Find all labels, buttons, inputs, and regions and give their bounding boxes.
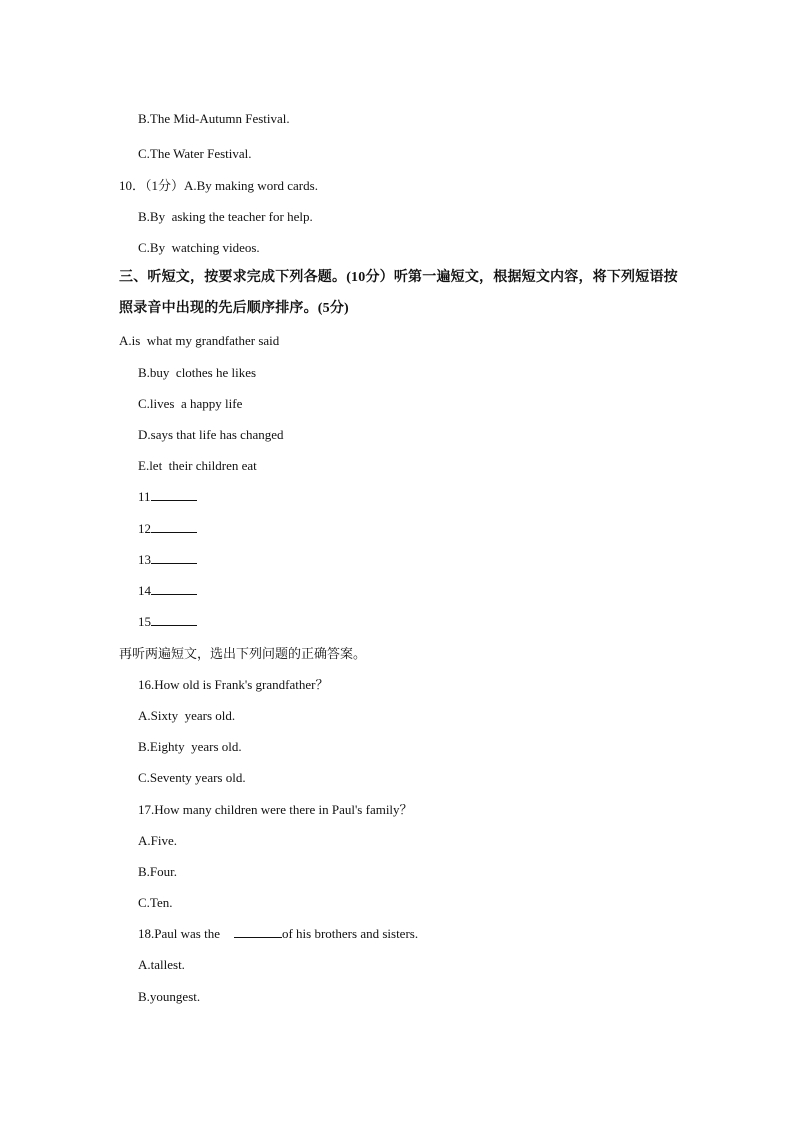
answer-blank[interactable]	[151, 489, 197, 501]
section-instruction: 再听两遍短文，选出下列问题的正确答案。	[119, 646, 367, 661]
option-17b: B.Four.	[138, 864, 178, 879]
answer-blank[interactable]	[151, 614, 197, 626]
answer-line-14	[138, 583, 197, 599]
answer-blank[interactable]	[234, 926, 282, 938]
option-17a: A.Five.	[138, 833, 177, 848]
answer-blank[interactable]	[151, 521, 197, 533]
question-number: 14	[138, 583, 151, 598]
question-number: 15	[138, 614, 151, 629]
answer-blank[interactable]	[151, 552, 197, 564]
option-9b: B.The Mid-Autumn Festival.	[138, 111, 290, 126]
phrase-d: D.says that life has changed	[138, 427, 284, 442]
phrase-c: C.lives a happy life	[138, 396, 243, 411]
phrase-a: A.is what my grandfather said	[119, 333, 280, 348]
option-18b: B.youngest.	[138, 989, 201, 1004]
option-10b: B.By asking the teacher for help.	[138, 209, 313, 224]
option-16c: C.Seventy years old.	[138, 770, 246, 785]
option-16a: A.Sixty years old.	[138, 708, 236, 723]
question-16: 16.How old is Frank's grandfather？	[138, 677, 329, 692]
phrase-e: E.let their children eat	[138, 458, 257, 473]
option-17c: C.Ten.	[138, 895, 173, 910]
answer-line-12	[138, 521, 197, 537]
section-3-heading: 三、听短文，按要求完成下列各题。(10分）听第一遍短文，根据短文内容，将下列短语按	[119, 270, 678, 285]
question-18	[138, 926, 418, 942]
section-3-heading-cont: 照录音中出现的先后顺序排序。(5分)	[119, 301, 349, 316]
question-17: 17.How many children were there in Paul's family？	[138, 802, 413, 817]
question-18-end: of his brothers and sisters.	[281, 926, 419, 941]
answer-line-13	[138, 552, 197, 568]
answer-blank[interactable]	[151, 583, 197, 595]
option-10c: C.By watching videos.	[138, 240, 260, 255]
option-18a: A.tallest.	[138, 957, 185, 972]
question-10: 10．（1分）A.By making word cards.	[119, 178, 318, 193]
option-16b: B.Eighty years old.	[138, 739, 242, 754]
phrase-b: B.buy clothes he likes	[138, 365, 257, 380]
question-number: 12	[138, 521, 151, 536]
question-number: 13	[138, 552, 151, 567]
option-9c: C.The Water Festival.	[138, 146, 252, 161]
answer-line-15	[138, 614, 197, 630]
question-number: 11	[138, 489, 151, 504]
answer-line-11	[138, 489, 197, 505]
question-18-start: 18.Paul was the	[138, 926, 220, 941]
